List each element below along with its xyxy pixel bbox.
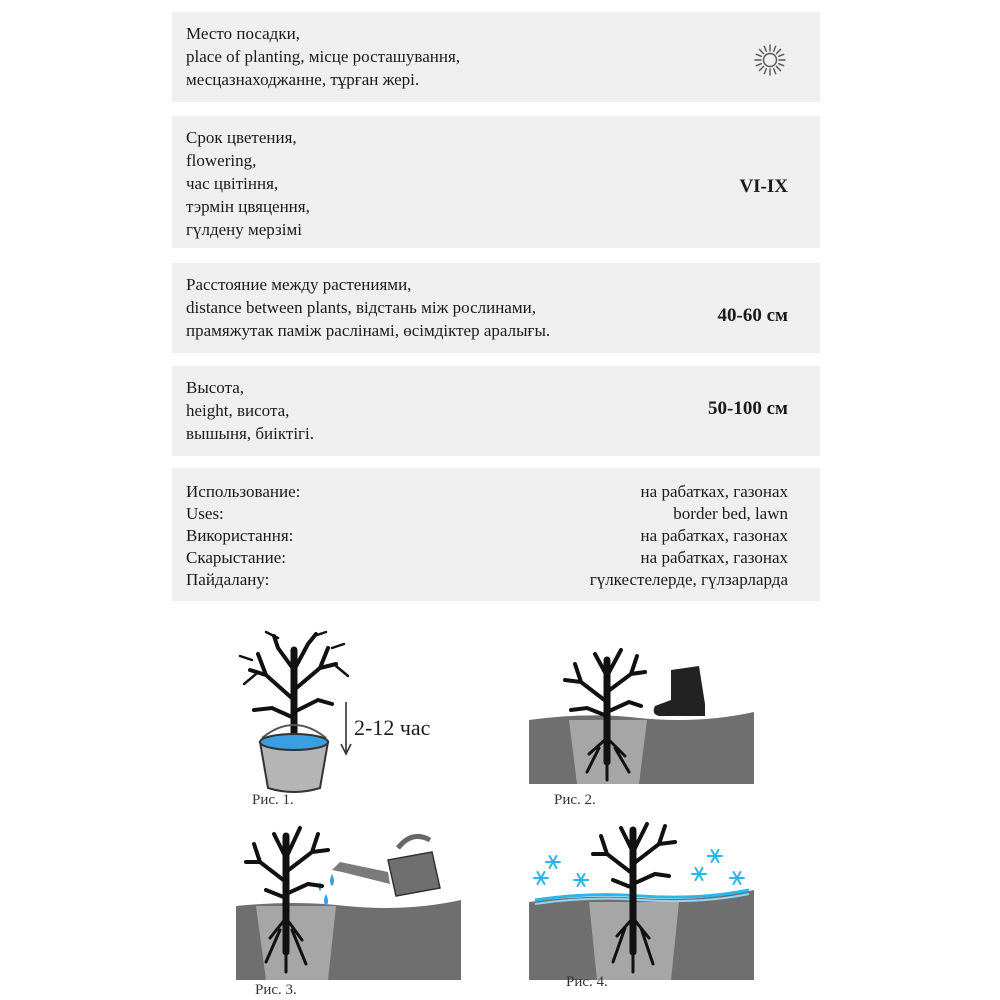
height-line-2: height, висота, [186, 401, 290, 420]
flowering-line-3: час цвітіння, [186, 174, 279, 193]
height-value: 50-100 см [708, 398, 788, 419]
uses-row [186, 570, 788, 593]
figure-4-winter-illustration [529, 822, 754, 987]
flowering-line-2: flowering, [186, 151, 257, 170]
flowering-line-5: гүлдену мерзімі [186, 220, 302, 239]
uses-label: Uses: [186, 504, 224, 523]
planting-text [186, 22, 460, 91]
flowering-panel [172, 116, 820, 248]
planting-line-3: месцазнаходжанне, тұрған жері. [186, 70, 420, 89]
uses-row [186, 526, 788, 549]
uses-value: гүлкестелерде, гүлзарларда [589, 570, 788, 589]
height-line-3: вышыня, биіктігі. [186, 424, 314, 443]
planting-line-2: place of planting, місце росташування, [186, 47, 461, 66]
uses-row [186, 482, 788, 505]
distance-line-1: Расстояние между растениями, [186, 275, 412, 294]
watering-can-icon [332, 836, 440, 896]
distance-panel [172, 263, 820, 353]
figure-3-caption: Рис. 3. [255, 982, 297, 998]
uses-value: на рабатках, газонах [640, 482, 788, 501]
flowering-line-1: Срок цветения, [186, 128, 297, 147]
soaking-time-label: 2-12 час [354, 715, 431, 740]
planting-panel [172, 12, 820, 102]
uses-value: на рабатках, газонах [640, 548, 788, 567]
figure-3-watering-illustration [236, 822, 461, 987]
distance-text [186, 273, 550, 342]
uses-label: Пайдалану: [186, 570, 270, 589]
uses-value: на рабатках, газонах [640, 526, 788, 545]
figure-2-planting-illustration [529, 642, 754, 792]
distance-value: 40-60 см [717, 305, 788, 326]
figure-1-caption: Рис. 1. [252, 792, 294, 808]
water-drops-icon [319, 874, 335, 906]
flowering-line-4: тэрмін цвяцення, [186, 197, 310, 216]
uses-label: Використання: [186, 526, 294, 545]
distance-line-2: distance between plants, відстань між рослинами, [186, 298, 536, 317]
figure-2-caption: Рис. 2. [554, 792, 596, 808]
uses-label: Скарыстание: [186, 548, 286, 567]
sun-outline-icon [752, 42, 788, 78]
uses-value: border bed, lawn [673, 504, 788, 523]
flowering-value: VI-IX [739, 176, 788, 197]
uses-panel [172, 468, 820, 601]
boot-icon [654, 666, 705, 716]
uses-row [186, 548, 788, 571]
flowering-text [186, 126, 310, 241]
figure-4-caption: Рис. 4. [566, 974, 608, 990]
height-panel [172, 366, 820, 456]
distance-line-3: прамяжутак паміж раслінамі, өсімдіктер аралығы. [186, 321, 551, 340]
planting-line-1: Место посадки, [186, 24, 300, 43]
bucket-icon [260, 725, 328, 792]
height-text [186, 376, 314, 445]
uses-label: Использование: [186, 482, 301, 501]
arrow-down-icon [341, 702, 351, 754]
height-line-1: Высота, [186, 378, 245, 397]
uses-row [186, 504, 788, 527]
